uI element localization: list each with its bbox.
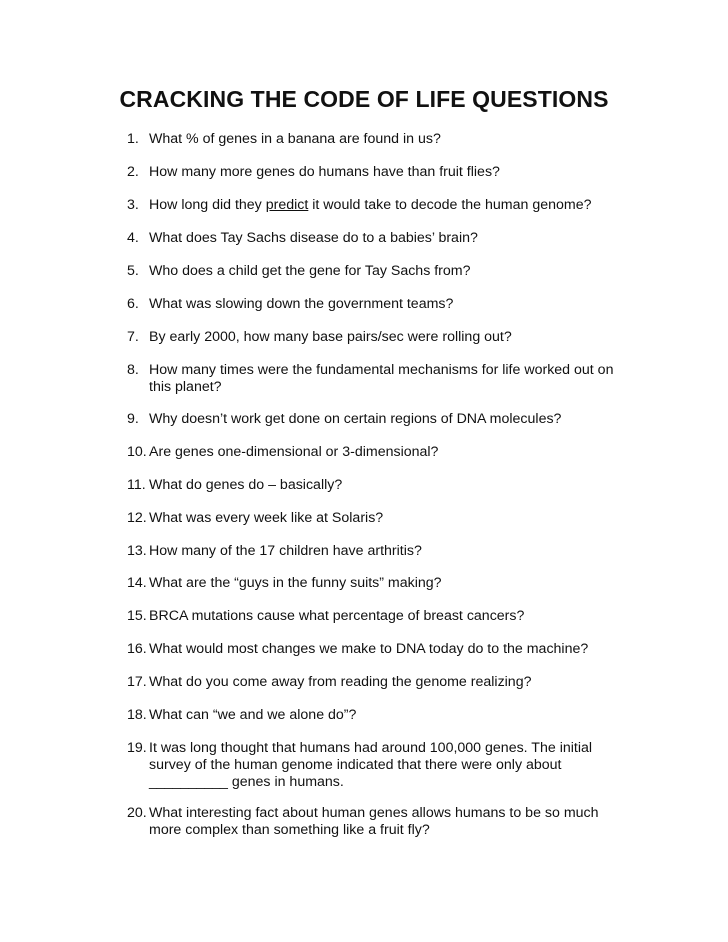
question-number: 2.: [127, 164, 139, 180]
question-text: By early 2000, how many base pairs/sec were rolling out?: [149, 329, 512, 345]
question-text: What % of genes in a banana are found in us?: [149, 131, 441, 147]
question-number: 12.: [127, 510, 147, 526]
question-number: 3.: [127, 197, 139, 213]
question-text: What would most changes we make to DNA today do to the machine?: [149, 641, 589, 657]
question-number: 10.: [127, 444, 147, 460]
question-number: 1.: [127, 131, 139, 147]
question-text: How many more genes do humans have than fruit flies?: [149, 164, 500, 180]
question-text: How many times were the fundamental mechanisms for life worked out on this planet?: [149, 362, 614, 395]
question-text: How many of the 17 children have arthritis?: [149, 543, 422, 559]
question-text: What can “we and we alone do”?: [149, 707, 357, 723]
question-number: 15.: [127, 608, 147, 624]
question-number: 20.: [127, 805, 147, 821]
question-text: What was slowing down the government teams?: [149, 296, 454, 312]
question-number: 11.: [127, 477, 146, 493]
question-text: Why doesn’t work get done on certain regions of DNA molecules?: [149, 411, 562, 427]
question-text: Who does a child get the gene for Tay Sachs from?: [149, 263, 471, 279]
question-text: BRCA mutations cause what percentage of breast cancers?: [149, 608, 525, 624]
question-number: 5.: [127, 263, 139, 279]
question-number: 6.: [127, 296, 139, 312]
question-text: What was every week like at Solaris?: [149, 510, 384, 526]
question-text: What do you come away from reading the genome realizing?: [149, 674, 532, 690]
question-number: 8.: [127, 362, 139, 378]
question-text: Are genes one-dimensional or 3-dimensional?: [149, 444, 439, 460]
question-text: What does Tay Sachs disease do to a babies’ brain?: [149, 230, 478, 246]
question-number: 14.: [127, 575, 147, 591]
question-text: What interesting fact about human genes allows humans to be so much more complex than something like a fruit fly?: [149, 805, 599, 838]
question-number: 9.: [127, 411, 139, 427]
question-text: What are the “guys in the funny suits” making?: [149, 575, 442, 591]
question-text-before: How long did they: [149, 197, 266, 213]
page-title: CRACKING THE CODE OF LIFE QUESTIONS: [119, 86, 609, 112]
question-text: [149, 197, 629, 214]
question-text: It was long thought that humans had around 100,000 genes. The initial survey of the human genome indicated that there were only about __________ genes in humans.: [149, 740, 593, 790]
question-text-after: it would take to decode the human genome?: [308, 197, 592, 213]
question-number: 19.: [127, 740, 147, 756]
question-number: 13.: [127, 543, 147, 559]
question-number: 17.: [127, 674, 147, 690]
question-number: 7.: [127, 329, 139, 345]
question-number: 4.: [127, 230, 139, 246]
underlined-word: predict: [265, 197, 309, 213]
question-number: 16.: [127, 641, 147, 657]
question-text: What do genes do – basically?: [149, 477, 343, 493]
question-number: 18.: [127, 707, 147, 723]
